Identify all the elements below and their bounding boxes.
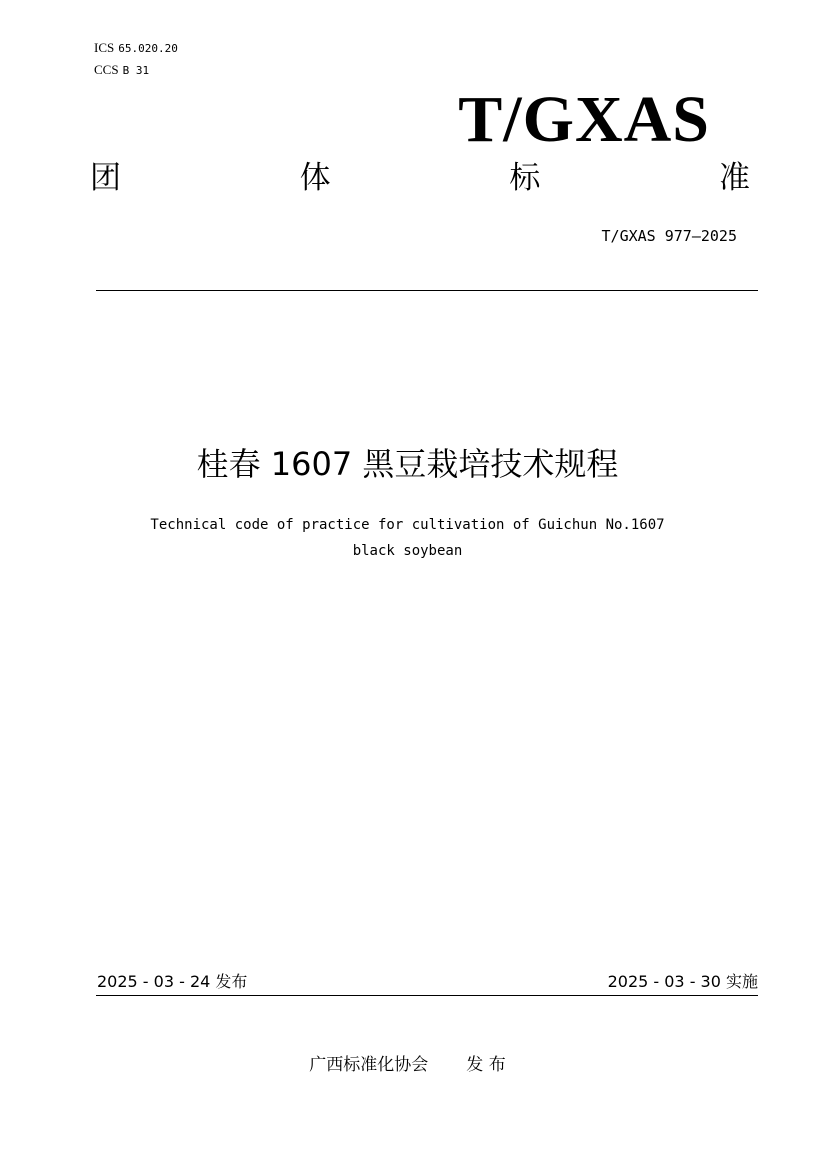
header-divider: [96, 290, 758, 291]
standard-number: T/GXAS 977—2025: [601, 227, 737, 245]
standard-logo: T/GXAS: [458, 83, 710, 156]
standard-kind-char: 体: [299, 160, 331, 196]
issuer-line: [0, 1053, 815, 1077]
issuer-action: 发 布: [466, 1055, 506, 1075]
standard-kind-char: 团: [90, 160, 121, 196]
issuer-name: 广西标准化协会: [309, 1055, 429, 1075]
ccs-code: B 31: [122, 64, 150, 77]
publish-date: 2025 - 03 - 24 发布: [97, 972, 248, 991]
document-title-english-line2: black soybean: [352, 543, 463, 559]
implement-date: 2025 - 03 - 30 实施: [607, 972, 758, 991]
ics-label: ICS: [94, 40, 115, 55]
ccs-classification: [94, 63, 149, 78]
document-title-chinese: 桂春 1607 黑豆栽培技术规程: [196, 445, 619, 483]
ccs-label: CCS: [94, 62, 119, 77]
ics-classification: [94, 41, 178, 56]
ics-code: 65.020.20: [118, 42, 178, 55]
footer-divider: [96, 995, 758, 996]
standard-kind-char: 准: [718, 160, 750, 196]
document-title-english-line1: Technical code of practice for cultivation of Guichun No.1607: [150, 517, 665, 533]
standard-kind-heading: [90, 158, 750, 198]
standard-kind-char: 标: [509, 160, 541, 196]
